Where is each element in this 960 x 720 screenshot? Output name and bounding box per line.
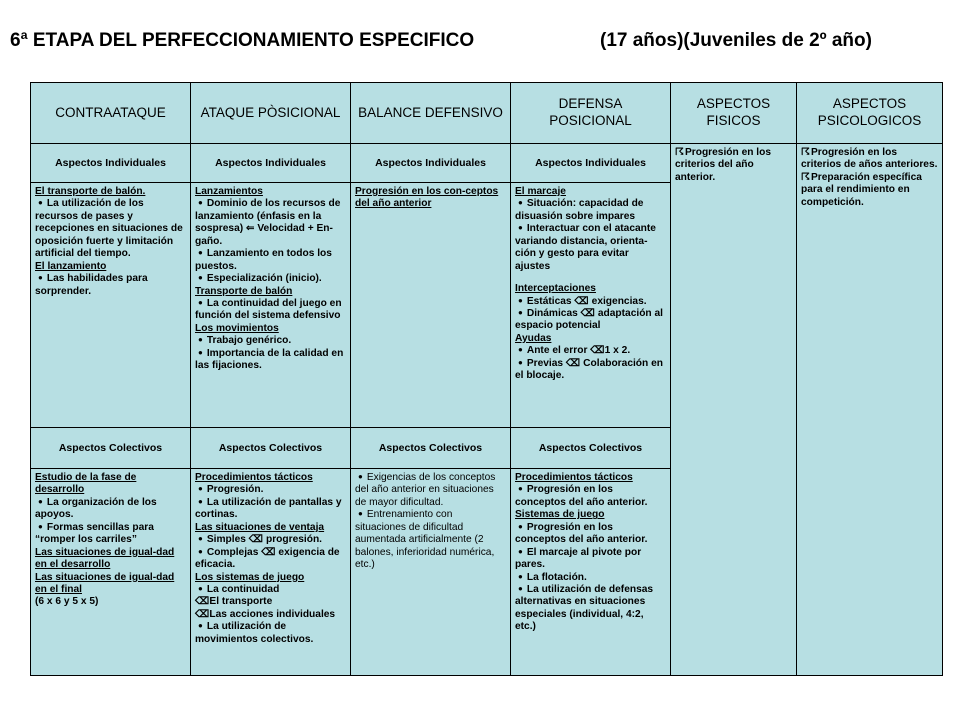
col-header-balance-defensivo: BALANCE DEFENSIVO — [351, 83, 511, 144]
header-row — [31, 83, 943, 144]
bullet-icon: ● — [518, 484, 523, 494]
bullet-icon: ● — [518, 307, 523, 317]
title-subtitle: (17 años)(Juveniles de 2º año) — [600, 30, 872, 51]
subheader-individual-row — [31, 144, 943, 183]
col-header-ataque-posicional: ATAQUE PÒSICIONAL — [191, 83, 351, 144]
check-icon: ☈ — [801, 171, 810, 183]
title-main: 6ª ETAPA DEL PERFECCIONAMIENTO ESPECIFICO — [10, 30, 475, 51]
bullet-icon: ● — [518, 521, 523, 531]
bullet-icon: ● — [518, 198, 523, 208]
bullet-icon: ● — [38, 496, 43, 506]
subheader-individual: Aspectos Individuales — [191, 144, 351, 183]
bullet-icon: ● — [198, 496, 203, 506]
col-header-aspectos-fisicos: ASPECTOS FISICOS — [671, 83, 797, 144]
subheader-colectivos: Aspectos Colectivos — [31, 428, 191, 469]
bullet-icon: ● — [518, 571, 523, 581]
subheader-colectivos: Aspectos Colectivos — [191, 428, 351, 469]
cell-aspectos-fisicos: ☈Progresión en los criterios del año anterior. — [671, 144, 797, 676]
bullet-icon: ● — [198, 621, 203, 631]
bullet-icon: ● — [358, 509, 363, 519]
col-header-contraataque: CONTRAATAQUE — [31, 83, 191, 144]
cell-ataque-colectivo: Procedimientos tácticos ● Progresión. ● La utilización de pantallas y cortinas. Las situaciones de ventaja ● Simples ⌫ progresión. ● Complejas ⌫ exigencia de eficacia. Los sistemas de juego ● La continuidad ⌫El transporte ⌫Las acciones individuales ● La utilización de movimientos colectivos. — [191, 469, 351, 676]
subheader-individual: Aspectos Individuales — [511, 144, 671, 183]
page-title — [10, 30, 872, 52]
bullet-icon: ● — [518, 295, 523, 305]
bullet-icon: ● — [518, 583, 523, 593]
cell-contraataque-colectivo: Estudio de la fase de desarrollo ● La organización de los apoyos. ● Formas sencillas para “romper los carriles” Las situaciones de igual-dad en el desarrollo Las situaciones de igual-dad en el final (6 x 6 y 5 x 5) — [31, 469, 191, 676]
bullet-icon: ● — [198, 335, 203, 345]
bullet-icon: ● — [518, 345, 523, 355]
bullet-icon: ● — [198, 297, 203, 307]
bullet-icon: ● — [358, 472, 363, 481]
bullet-icon: ● — [518, 357, 523, 367]
col-header-aspectos-psicologicos: ASPECTOS PSICOLOGICOS — [797, 83, 943, 144]
training-table — [30, 82, 943, 676]
bullet-icon: ● — [198, 273, 203, 283]
bullet-icon: ● — [198, 198, 203, 208]
subheader-colectivos: Aspectos Colectivos — [351, 428, 511, 469]
check-icon: ☈ — [675, 147, 684, 158]
cell-balance-individual: Progresión en los con-ceptos del año anterior — [351, 183, 511, 428]
cell-contraataque-individual: El transporte de balón. ● La utilización de los recursos de pases y recepciones en situaciones de oposición fuerte y limitación artificial del tiempo. El lanzamiento ● Las habilidades para sorprender. — [31, 183, 191, 428]
cell-ataque-individual: Lanzamientos ● Dominio de los recursos de lanzamiento (énfasis en la sospresa) ⇐ Velocidad + En-gaño. ● Lanzamiento en todos los puestos. ● Especialización (inicio). Transporte de balón ● La continuidad del juego en función del sistema defensivo Los movimientos ● Trabajo genérico. ● Importancia de la calidad en las fijaciones. — [191, 183, 351, 428]
subheader-individual: Aspectos Individuales — [31, 144, 191, 183]
bullet-icon: ● — [198, 248, 203, 258]
bullet-icon: ● — [38, 521, 43, 531]
bullet-icon: ● — [38, 273, 43, 283]
bullet-icon: ● — [518, 546, 523, 556]
cell-defensa-individual: El marcaje ● Situación: capacidad de disuasión sobre impares ● Interactuar con el atacante variando distancia, orienta-ción y gesto para evitar ajustes Interceptaciones ● Estáticas ⌫ exigencias. ● Dinámicas ⌫ adaptación al espacio potencial Ayudas ● Ante el error ⌫1 x 2. ● Previas ⌫ Colaboración en el blocaje. — [511, 183, 671, 428]
bullet-icon: ● — [198, 583, 203, 593]
cell-defensa-colectivo: Procedimientos tácticos ● Progresión en los conceptos del año anterior. Sistemas de juego ● Progresión en los conceptos del año anterior. ● El marcaje al pivote por pares. ● La flotación. ● La utilización de defensas alternativas en situaciones especiales (individual, 4:2, etc.) — [511, 469, 671, 676]
bullet-icon: ● — [518, 223, 523, 233]
check-icon: ☈ — [801, 147, 810, 158]
bullet-icon: ● — [198, 347, 203, 357]
cell-aspectos-psicologicos: ☈Progresión en los criterios de años anteriores. ☈Preparación específica para el rendimiento en competición. — [797, 144, 943, 676]
subheader-individual: Aspectos Individuales — [351, 144, 511, 183]
bullet-icon: ● — [198, 546, 203, 556]
col-header-defensa-posicional: DEFENSA POSICIONAL — [511, 83, 671, 144]
bullet-icon: ● — [198, 484, 203, 494]
cell-balance-colectivo: ● Exigencias de los conceptos del año anterior en situaciones de mayor dificultad. ● Entrenamiento con situaciones de dificultad aumentada artificialmente (2 balones, inferioridad numérica, etc.) — [351, 469, 511, 676]
bullet-icon: ● — [198, 534, 203, 544]
subheader-colectivos: Aspectos Colectivos — [511, 428, 671, 469]
bullet-icon: ● — [38, 198, 43, 208]
